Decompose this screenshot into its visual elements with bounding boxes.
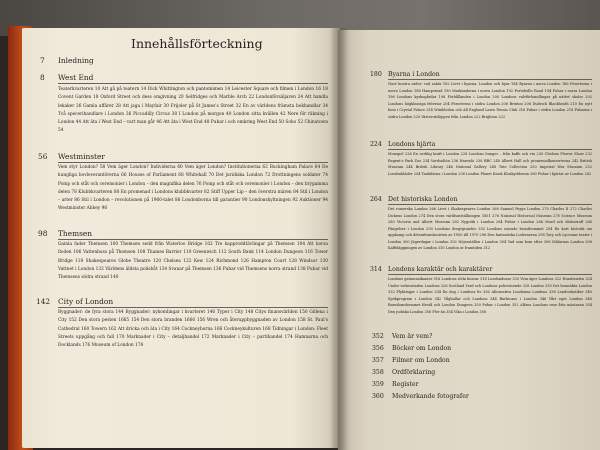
section-westminster xyxy=(38,152,330,226)
section-divider xyxy=(58,162,328,163)
section-entries: Nuet kontra säder: vad sakär 182 Livet i byarna: London och byar 184 Byarna i norra London 186 Förorterna i norra London 188 Hampstead 190 Marknaderna i norra London 192 Portobello Road 194 Pubar i norra London 196 Londons kyrkogårdar 198 Förhållanden i London 200 Londons valvförhandlingar på nättet skolor 202 Londons högklassiga friteriar 204 Förorterna i södra London 206 Brixton 208 Dulwich Blackheath 210 En nytt hem i Crystal Palace 214 Wimbledon och All England Lawn Tennis Club 216 Pubar i södra London 218 Pubarna i södra London 220 Västerutslöppen från London 222 Brighton 222 xyxy=(388,82,592,119)
section-page-number: 180 xyxy=(370,71,382,78)
entry-heading: Böcker om London xyxy=(392,345,452,352)
section-byarna-i-london xyxy=(370,71,592,139)
section-divider xyxy=(388,204,592,205)
section-heading: Det historiska London xyxy=(388,196,458,203)
entry-heading: Filmer om London xyxy=(392,357,450,364)
entry-bocker-om-london xyxy=(372,345,451,352)
section-entries: Teaterkvarteren 10 Att gå på teatern 14 Dick Whittington och pantomimen 14 Leicester Square och filmen i London 16 18 Covent Garden 18 Oxford Street och dess omgivning 20 Selfridges och Marble Arch 22 Londonförsäljaren 24 Att handla lekaker 26 Gamla affärer 28 Att jaga i Mayfair 30 Frijoler på St James's Street 32 En av världens främsta bokhandlar 34 Två specerihandlare i London 36 Piccadilly Circus 38 I London på morgon 40 London sitta kvällen 42 Nere för räkning i London 44 Att äta i West End – vart man går 46 Att äta i West End 48 Pubar i och omkring West End 50 Soho 52 Chinatown 54 xyxy=(58,87,328,134)
section-heading: Londons hjärta xyxy=(388,141,436,148)
entry-register xyxy=(372,381,419,388)
section-heading: Inledning xyxy=(58,56,94,65)
page-gutter xyxy=(330,28,348,450)
section-londons-hjarta xyxy=(370,141,592,193)
entry-heading: Ordförklaring xyxy=(392,369,436,376)
section-heading: West End xyxy=(58,73,94,82)
entry-page-number: 357 xyxy=(372,357,384,364)
section-heading: Londons karaktär och karaktärer xyxy=(388,266,493,273)
entry-page-number: 359 xyxy=(372,381,384,388)
entry-filmer-om-london xyxy=(372,357,450,364)
section-divider xyxy=(388,79,592,80)
section-entries: Byggnader: de fyra stora 144 Byggnader: nykomlingar i kvarteret 146 Typer i City 148 Citys finansvärlden 150 Gillena i City 152 Den stora pesten 1665 154 Den stora branden 1666 156 Wren och återuppbyggnaden av London 158 St. Paul's Cathedral 160 Towern 162 Att dricka och äta i City 164 Cockneyborna 166 Cockneykulturen 168 Tidningar i London: Fleet Streets uppgång och fall 170 Marknader i City – detaljhandel 172 Marknader i City – partihandel 174 Hamnarna och Docklands 176 Museum of London 178 xyxy=(58,310,328,349)
section-entries: Londons gatumusikanter 316 Londons röda bussar 318 Londondusar 320 Vem äger Londons 322 Hundstaden 324 Under vattenstaden Londons 326 Scotland Yard och Londons polisväsende 328 London 330 Det hemsökta London 332 Flyktingar i London 334 En dag i Londons liv 336 Alternativa Londonna Londons 338 Londonbutiker 340 Spökprogram i London 342 Våghallar och Londons 344 Barbicans i London 346 Vårt eget London 348 Barndomshemmet förstå och London Dungeon 350 Pubar i London 352 Alfons Londons rese åtta mästarna 354 Den judiska London 356 Fler än 354 Vika i London 358 xyxy=(388,277,592,314)
section-page-number: 98 xyxy=(38,229,48,238)
entry-ordforklaring xyxy=(372,369,435,376)
entry-page-number: 358 xyxy=(372,369,384,376)
contents-title: Innehållsförteckning xyxy=(131,36,263,51)
entry-heading: Medverkande fotografer xyxy=(392,393,469,400)
entry-vem-ar-vem xyxy=(372,333,432,340)
section-divider xyxy=(388,274,592,275)
entry-page-number: 356 xyxy=(372,345,384,352)
section-page-number: 7 xyxy=(40,56,45,65)
section-inledning xyxy=(40,56,330,68)
section-page-number: 314 xyxy=(370,266,382,273)
entry-heading: Vem är vem? xyxy=(392,333,433,340)
section-page-number: 264 xyxy=(370,196,382,203)
section-page-number: 56 xyxy=(38,152,48,161)
section-page-number: 224 xyxy=(370,141,382,148)
section-heading: Themsen xyxy=(58,229,92,238)
entry-page-number: 360 xyxy=(372,393,384,400)
entry-heading: Register xyxy=(392,381,419,388)
section-themsen xyxy=(38,229,330,295)
section-west-end xyxy=(40,73,330,153)
section-divider xyxy=(58,307,328,308)
section-heading: Byarna i London xyxy=(388,71,440,78)
entry-page-number: 352 xyxy=(372,333,384,340)
section-heading: Westminster xyxy=(58,152,105,161)
section-divider xyxy=(388,149,592,150)
section-entries: Gamla fader Themsen 100 Themsen sedd från Waterloo Bridge 102 Tre kapproddtävlingar på Themsen 104 Att korsa floden 106 Vattenbuss på Themsen 108 Thames Barrier 110 Greenwich 112 South Bank 114 London Dungeon 116 Tower Bridge 118 Shakespeares Globe Theatre 120 Chelsea 122 Kew 124 Richmond 126 Hampton Court 128 Windsor 130 Vattnet i London 132 Världens äldsta polisbåt 134 Svanar på Themsen 136 Pubar vid Themsens norra strand 138 Pubar vid Themsens södra strand 140 xyxy=(58,242,328,281)
section-entries: Vem styr London? 58 Vem äger London? Individerna 60 Vem äger London? Institutionerna 62 Buckingham Palace 64 De kungliga hovleverantörerna 66 Houses of Parliament 68 Whitehall 70 Det juridiska London 72 Drottningens soldater 74 Pomp och ståt och ceremonier i London – den magnifika delen 76 Pomp och ståt och ceremonier i London – den brygamma delen 78 Klubbkvarteren 80 En promenad i Londons klubbkvarter 82 Stiff Upper Lip – den överstra mären 84 Stil i London – arter 86 Stil i London – revolutionen på 1960-talet 88 Londonborna till garantier 90 Londonskyltningen 92 Auktioner 94 Westminster Abbey 96 xyxy=(58,165,328,212)
section-entries: Monopol 226 En verklig kraft i London 228 Londons hunger – från kaffe och vin 230 Chelsea Flower Show 232 Regent's Park Zoo 234 Vardsaltön 236 Harrods 238 BBC 240 Albert Hall och promenadkonserterna 242 British Museum 244 British Library 246 National Gallery 248 Tate Collection 250 Imperial War Museum 252 Londonkläder 254 Tauhilärna i London 256 London Planet Kiosk Kloskyddsrum 260 Pubar i hjärtat av London 262 xyxy=(388,152,592,176)
section-city-of-london xyxy=(36,297,330,367)
entry-medverkande-fotografer xyxy=(372,393,469,400)
section-page-number: 142 xyxy=(36,297,51,306)
section-page-number: 8 xyxy=(40,73,45,82)
section-entries: Det romerska London 266 Livet i Shakespeares London 268 Samuel Pepys London 270 Charles II 272 Charles Dickens London 274 Den stora världsutställningen 1851 276 National Historical Museum 278 Science Museum 280 Victoria and Albert Museum 282 Nygotik i London 284 Pubar i London 286 Mord och dödsstraff 288 Fängelser i London 290 Londons drogtgrunder 292 Londons nisrade heusthemmet 294 En kort historik om uppkomp och detsnittanslunisten av 1950 till 1970 296 Den fantastiska Lodernerna 298 Tory och Lyceums teater i London 300 Jägerdagar i London 302 Nöjesställen i London 304 Vad som kom efter 306 Mälarnas London 308 Kaffeläggningen av London 310 London ut framtiden 312 xyxy=(388,207,592,250)
section-det-historiska-london xyxy=(370,196,592,262)
section-londons-karaktar xyxy=(370,266,592,328)
section-divider xyxy=(58,83,328,84)
section-heading: City of London xyxy=(58,297,114,306)
section-divider xyxy=(58,239,328,240)
